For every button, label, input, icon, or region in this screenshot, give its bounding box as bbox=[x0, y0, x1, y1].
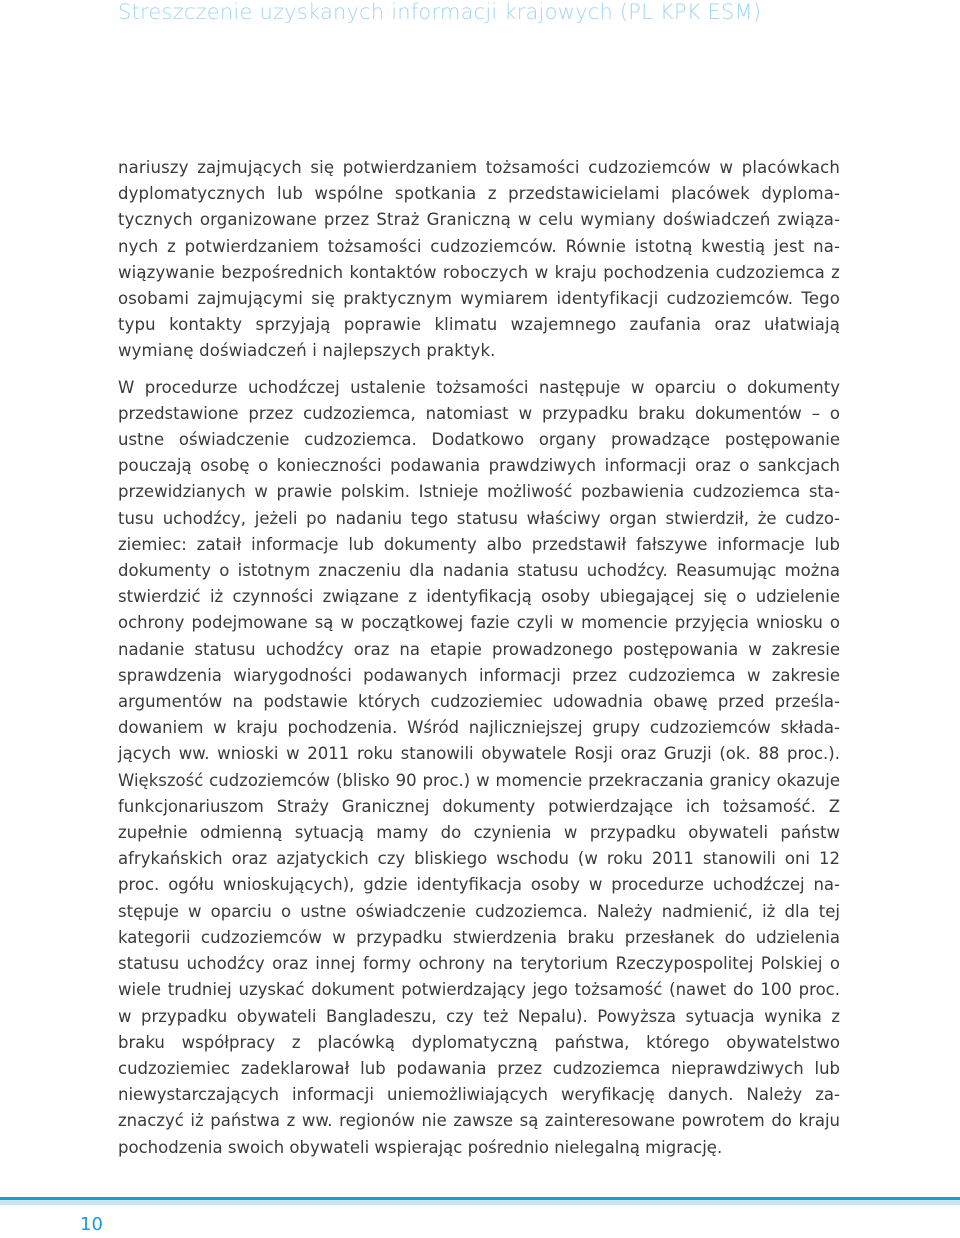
paragraph-2: W procedurze uchodźczej ustalenie tożsamości następuje w oparciu o dokumenty przedstawione przez cudzoziemca, natomiast w przypadku braku dokumentów – o ustne oświadczenie cudzoziemca. Dodatkowo organy prowadzące postępowanie pouczają osobę o konieczności podawania prawdziwych informacji oraz o sankcjach przewidzianych w prawie polskim. Istnieje możliwość pozbawienia cudzoziemca statusu uchodźcy, jeżeli po nadaniu tego statusu właściwy organ stwierdził, że cudzoziemiec: zataił informacje lub dokumenty albo przedstawił fałszywe informacje lub dokumenty o istotnym znaczeniu dla nadania statusu uchodźcy. Reasumując można stwierdzić iż czynności związane z identyfikacją osoby ubiegającej się o udzielenie ochrony podejmowane są w początkowej fazie czyli w momencie przyjęcia wniosku o nadanie statusu uchodźcy oraz na etapie prowadzonego postępowania w zakresie sprawdzenia wiarygodności podawanych informacji przez cudzoziemca w zakresie argumentów na podstawie których cudzoziemiec udowadnia obawę przed prześladowaniem w kraju pochodzenia. Wśród najliczniejszej grupy cudzoziemców składających ww. wnioski w 2011 roku stanowili obywatele Rosji oraz Gruzji (ok. 88 proc.). Większość cudzoziemców (blisko 90 proc.) w momencie przekraczania granicy okazuje funkcjonariuszom Straży Granicznej dokumenty potwierdzające ich tożsamość. Z zupełnie odmienną sytuacją mamy do czynienia w przypadku obywateli państw afrykańskich oraz azjatyckich czy bliskiego wschodu (w roku 2011 stanowili oni 12 proc. ogółu wnioskujących), gdzie identyfikacja osoby w procedurze uchodźczej następuje w oparciu o ustne oświadczenie cudzoziemca. Należy nadmienić, iż dla tej kategorii cudzoziemców w przypadku stwierdzenia braku przesłanek do udzielenia statusu uchodźcy oraz innej formy ochrony na terytorium Rzeczypospolitej Polskiej o wiele trudniej uzyskać dokument potwierdzający jego tożsamość (nawet do 100 proc. w przypadku obywateli Bangladeszu, czy też Nepalu). Powyższa sytuacja wynika z braku współpracy z placówką dyplomatyczną państwa, którego obywatelstwo cudzoziemiec zadeklarował lub podawania przez cudzoziemca nieprawdziwych lub niewystarczających informacji uniemożliwiających weryfikację danych. Należy zaznaczyć iż państwa z ww. regionów nie zawsze są zainteresowane powrotem do kraju pochodzenia swoich obywateli wspierając pośrednio nielegalną migrację. bbox=[118, 377, 840, 1157]
body-text bbox=[118, 155, 840, 1171]
paragraph-1: nariuszy zajmujących się potwierdzaniem tożsamości cudzoziemców w placówkach dyplomatycznych lub wspólne spotkania z przedstawicielami placówek dyplomatycznych organizowane przez Straż Graniczną w celu wymiany doświadczeń związanych z potwierdzaniem tożsamości cudzoziemców. Równie istotną kwestią jest nawiązywanie bezpośrednich kontaktów roboczych w kraju pochodzenia cudzoziemca z osobami zajmującymi się praktycznym wymiarem identyfikacji cudzoziemców. Tego typu kontakty sprzyjają poprawie klimatu wzajemnego zaufania oraz ułatwiają wymianę doświadczeń i najlepszych praktyk. bbox=[118, 158, 840, 361]
footer-accent-line bbox=[0, 1197, 960, 1200]
page-number: 10 bbox=[80, 1214, 103, 1235]
running-header-title: Streszczenie uzyskanych informacji krajowych (PL KPK ESM) bbox=[118, 0, 762, 24]
